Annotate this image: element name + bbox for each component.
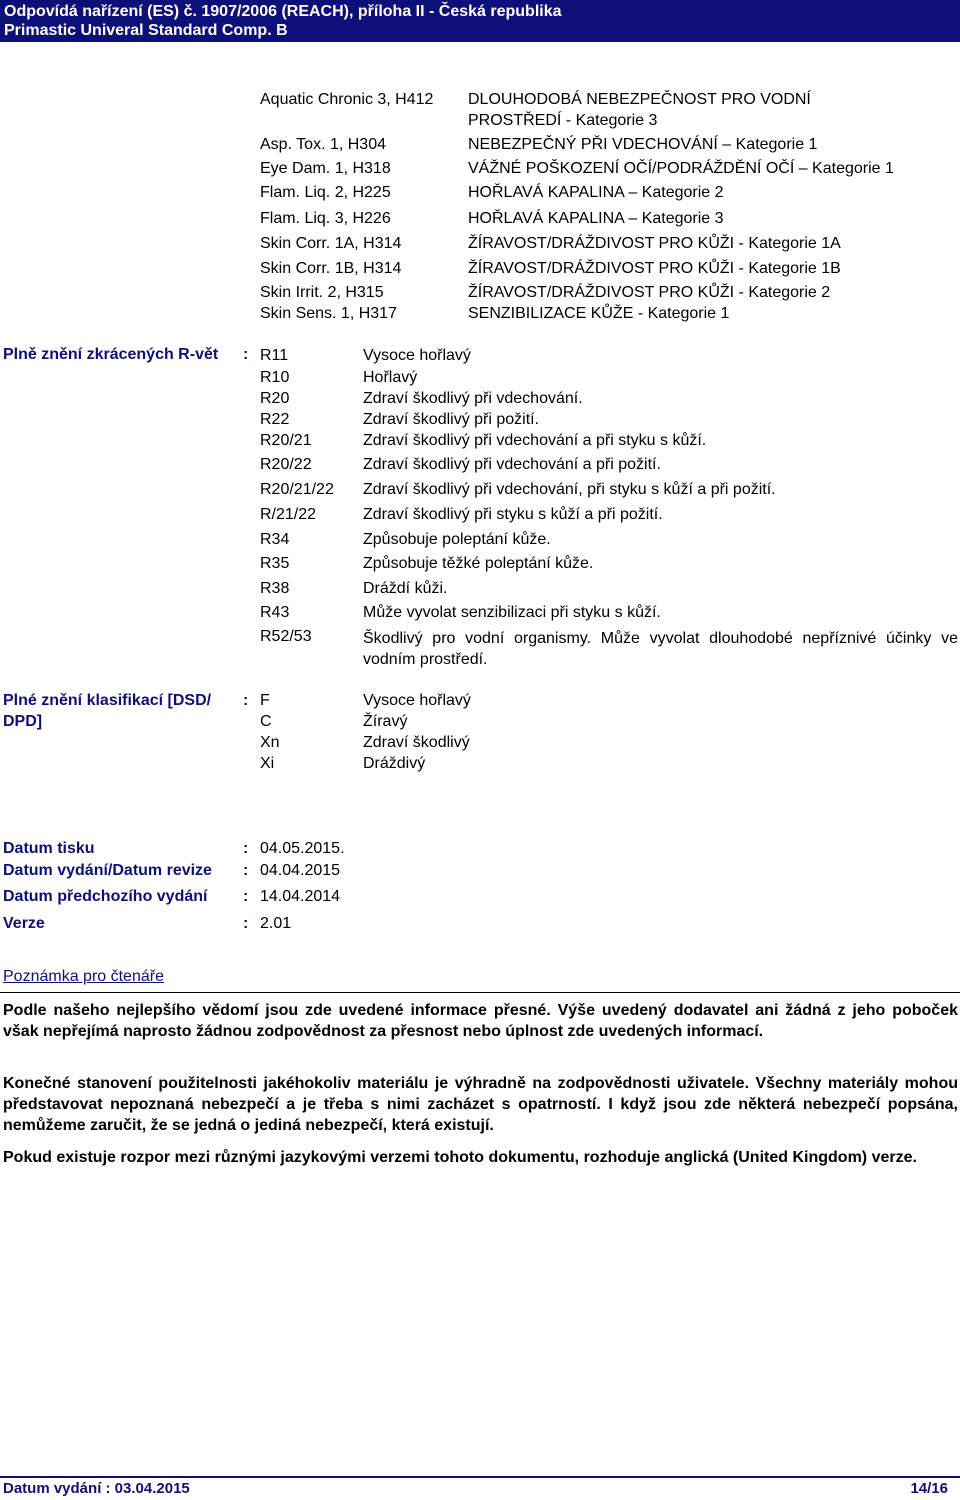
r-phrase-code: R20/22: [260, 456, 312, 473]
previous-date-label: Datum předchozího vydání: [3, 888, 208, 905]
r-phrase-text: Zdraví škodlivý při požití.: [363, 411, 540, 428]
print-date-label: Datum tisku: [3, 840, 95, 857]
r-phrase-code: R10: [260, 369, 290, 386]
previous-date-colon: :: [243, 888, 249, 905]
dsd-label-continuation: DPD]: [3, 713, 43, 730]
r-phrase-text: Vysoce hořlavý: [363, 347, 471, 364]
footer-issue-date: Datum vydání : 03.04.2015: [3, 1480, 190, 1497]
note-title: Poznámka pro čtenáře: [3, 968, 164, 985]
clp-code: Flam. Liq. 2, H225: [260, 184, 391, 201]
clp-description: ŽÍRAVOST/DRÁŽDIVOST PRO KŮŽI - Kategorie 2: [468, 284, 831, 301]
r-phrases-colon: :: [243, 346, 249, 363]
clp-code: Skin Sens. 1, H317: [260, 305, 397, 322]
r-phrase-code: R22: [260, 411, 290, 428]
clp-code: Skin Corr. 1A, H314: [260, 235, 402, 252]
clp-description: VÁŽNÉ POŠKOZENÍ OČÍ/PODRÁŽDĚNÍ OČÍ – Kategorie 1: [468, 160, 894, 177]
r-phrase-code: R35: [260, 555, 290, 572]
r-phrase-text: Dráždí kůži.: [363, 580, 448, 597]
dsd-text: Dráždivý: [363, 755, 426, 772]
clp-code: Skin Corr. 1B, H314: [260, 260, 402, 277]
r-phrase-code: R20/21/22: [260, 481, 334, 498]
clp-description: HOŘLAVÁ KAPALINA – Kategorie 2: [468, 184, 724, 201]
clp-code: Skin Irrit. 2, H315: [260, 284, 384, 301]
r-phrase-text: Zdraví škodlivý při styku s kůží a při požití.: [363, 506, 663, 523]
r-phrase-text: Zdraví škodlivý při vdechování a při styku s kůží.: [363, 432, 707, 449]
clp-description: ŽÍRAVOST/DRÁŽDIVOST PRO KŮŽI - Kategorie 1B: [468, 260, 841, 277]
dsd-text: Žíravý: [363, 713, 408, 730]
r-phrase-code: R43: [260, 604, 290, 621]
page-number: 14/16: [910, 1480, 948, 1497]
r-phrase-code: R34: [260, 531, 290, 548]
note-paragraph: Pokud existuje rozpor mezi různými jazykovými verzemi tohoto dokumentu, rozhoduje anglická (United Kingdom) verze.: [3, 1149, 917, 1166]
clp-description: NEBEZPEČNÝ PŘI VDECHOVÁNÍ – Kategorie 1: [468, 136, 818, 153]
dsd-text: Zdraví škodlivý: [363, 734, 470, 751]
version-value: 2.01: [260, 915, 292, 932]
footer-divider: [0, 1476, 960, 1478]
r-phrase-code: R/21/22: [260, 506, 317, 523]
product-name: Primastic Univeral Standard Comp. B: [4, 22, 288, 39]
print-date-colon: :: [243, 840, 249, 857]
dsd-code: Xn: [260, 734, 280, 751]
r-phrase-code: R52/53: [260, 628, 312, 645]
print-date-value: 04.05.2015.: [260, 840, 345, 857]
document-header: [0, 0, 960, 42]
previous-date-value: 14.04.2014: [260, 888, 341, 905]
r-phrase-text: Hořlavý: [363, 369, 418, 386]
r-phrase-text: Zdraví škodlivý při vdechování a při požití.: [363, 456, 661, 473]
clp-description: ŽÍRAVOST/DRÁŽDIVOST PRO KŮŽI - Kategorie 1A: [468, 235, 841, 252]
clp-code: Asp. Tox. 1, H304: [260, 136, 386, 153]
r-phrase-code: R20: [260, 390, 290, 407]
r-phrase-text: Škodlivý pro vodní organismy. Může vyvolat dlouhodobé nepříznivé účinky ve vodním prostředí.: [363, 630, 958, 668]
r-phrases-label: Plně znění zkrácených R-vět: [3, 346, 219, 363]
clp-description: PROSTŘEDÍ - Kategorie 3: [468, 112, 658, 129]
revision-date-colon: :: [243, 862, 249, 879]
r-phrase-text: Zdraví škodlivý při vdechování, při styku s kůží a při požití.: [363, 481, 776, 498]
clp-description: SENZIBILIZACE KŮŽE - Kategorie 1: [468, 305, 730, 322]
version-label: Verze: [3, 915, 45, 932]
version-colon: :: [243, 915, 249, 932]
r-phrase-text: Může vyvolat senzibilizaci při styku s kůží.: [363, 604, 661, 621]
clp-code: Eye Dam. 1, H318: [260, 160, 391, 177]
clp-code: Flam. Liq. 3, H226: [260, 210, 391, 227]
clp-code: Aquatic Chronic 3, H412: [260, 91, 434, 108]
revision-date-value: 04.04.2015: [260, 862, 341, 879]
dsd-code: C: [260, 713, 272, 730]
dsd-code: Xi: [260, 755, 275, 772]
r-phrase-code: R11: [260, 347, 289, 364]
revision-date-label: Datum vydání/Datum revize: [3, 862, 212, 879]
clp-description: HOŘLAVÁ KAPALINA – Kategorie 3: [468, 210, 724, 227]
r-phrase-code: R20/21: [260, 432, 312, 449]
r-phrase-text: Způsobuje těžké poleptání kůže.: [363, 555, 594, 572]
r-phrase-code: R38: [260, 580, 290, 597]
note-paragraph: Podle našeho nejlepšího vědomí jsou zde uvedené informace přesné. Výše uvedený dodavatel ani žádná z jeho poboček však nepřejímá naprosto žádnou zodpovědnost za přesnost nebo úplnost zde uvedených informací.: [3, 1002, 958, 1040]
dsd-colon: :: [243, 692, 249, 709]
dsd-code: F: [260, 692, 270, 709]
divider: [0, 992, 960, 993]
note-paragraph: Konečné stanovení použitelnosti jakéhokoliv materiálu je výhradně na zodpovědnosti uživatele. Všechny materiály mohou představovat nepoznaná nebezpečí a je třeba s nimi zacházet s opatrností. I když jsou zde některá nebezpečí popsána, nemůžeme zaručit, že se jedná o jediná nebezpečí, která existují.: [3, 1075, 958, 1134]
dsd-label: Plné znění klasifikací [DSD/: [3, 692, 212, 709]
r-phrase-text: Způsobuje poleptání kůže.: [363, 531, 551, 548]
clp-description: DLOUHODOBÁ NEBEZPEČNOST PRO VODNÍ: [468, 91, 811, 108]
regulation-title: Odpovídá nařízení (ES) č. 1907/2006 (REACH), příloha II - Česká republika: [4, 3, 562, 20]
r-phrase-text: Zdraví škodlivý při vdechování.: [363, 390, 583, 407]
dsd-text: Vysoce hořlavý: [363, 692, 471, 709]
